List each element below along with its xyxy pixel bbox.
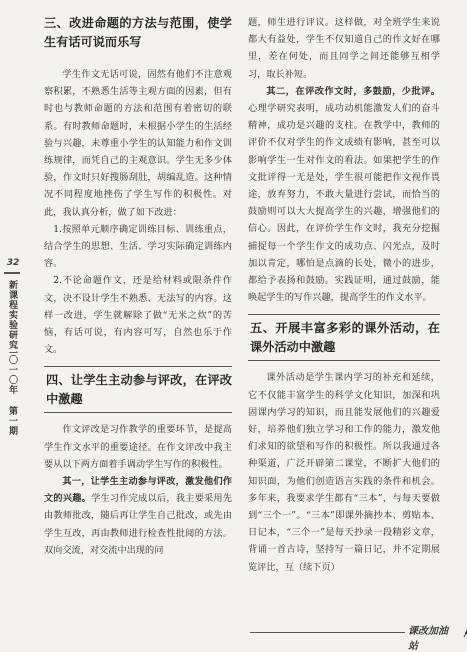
paragraph [44, 473, 232, 559]
paragraph: 作文评改是习作教学的重要环节，是提高学生作文水平的重要途径。在作文评改中我主要从以下两方面着手调动学生写作的积极性。 [44, 424, 232, 470]
paragraph-lead: 其一，让学生主动参与评改，激发他们作文的兴趣。 [44, 476, 232, 505]
right-column [248, 14, 440, 576]
paragraph: 课外活动是学生课内学习的补充和延续，它不仅能丰富学生的科学文化知识，加深和巩固课内学习的知识，而且能发展他们的兴趣爱好，培养他们独立学习和工作的能力，激发他们求知的欲望和写作的积极性。所以我通过各种渠道，广泛开辟第二课堂，不断扩大他们的知识面，为他们创造语言实践的条件和机会。多年来，我要求学生都有“三本”，与每天要做到“三个一”。“三本”即课外摘抄本、剪贴本、日记本，“三个一”是每天抄录一段精彩文章，背诵一首古诗，坚持写一篇日记，并不定期展览评比，互（续下页） [248, 372, 440, 573]
page-number: 32 [6, 258, 20, 268]
section-3-heading: 三、改进命题的方法与范围，使学生有话可说而乐写 [44, 16, 232, 49]
pen-icon [463, 616, 467, 638]
paragraph: 题，师生进行评议。这样做，对全班学生来说都大有益处，学生不仅知道自己的作文好在哪里，差在何处，而且同学之间还能够互相学习，取长补短。 [248, 17, 440, 80]
list-item: 2.不论命题作文，还是给材料或限条件作文，决不设计学生不熟悉、无法写的内容。这样一改进，学生就解除了做“无米之炊”的苦恼，有话可说，有内容可写，自然也乐于作文。 [44, 275, 232, 356]
footer-rule [250, 632, 405, 633]
section-4-heading: 四、让学生主动参与评改，在评改中激趣 [44, 366, 232, 413]
list-item: 1.按照单元顺序确定训练目标、训练重点，结合学生的思想、生活、学习实际确定训练内容。 [44, 223, 232, 270]
paragraph [248, 83, 440, 307]
issue-label: 二〇一〇年 第一期 [7, 345, 17, 436]
paragraph: 学生作文无话可说，固然有他们不注意观察积累，不熟悉生活等主观方面的因素，但有时也与教师命题的方法和范围有着密切的联系。有时教师命题时，未根据小学生的生活经验与兴趣，未尊重小学生的认知能力和作文训练规律，而凭自己的主观意识。学生无多少体验，作文时只好搜肠刮肚，胡编乱造。这种情况不同程度地挫伤了学生写作的积极性。对此，我认真分析，做了如下改进： [44, 69, 232, 218]
paragraph-body: 心理学研究表明，成功动机能激发人们的奋斗精神，成功是兴趣的支柱。在教学中，教师的评价不仅对学生的作文成绩有影响，甚至可以影响学生一生对作文的看法。如果把学生的作文批评得一无是处，学生很可能把作文视作畏途，放弃努力，不敢大量进行尝试，而恰当的鼓励则可以大大提高学生的兴趣，增强他们的信心。因此，在评价学生作文时，我充分挖掘捕捉每一个学生作文的成功点、闪光点，及时加以肯定，哪怕是点滴的长处，微小的进步，都给予表扬和鼓励。实践证明，通过鼓励，能唤起学生的写作兴趣，提高学生的作文水平。 [248, 103, 440, 304]
journal-title: 新课程实验研究 [7, 280, 17, 350]
paragraph-lead: 其二，在评改作文时，多鼓励，少批评。 [266, 85, 440, 97]
section-5-heading: 五、开展丰富多彩的课外活动，在课外活动中激趣 [248, 314, 440, 361]
footer-label: 课改加油站 [408, 626, 448, 652]
page-number-rule [4, 272, 20, 274]
sidebar [0, 0, 26, 650]
left-column [44, 14, 232, 559]
paragraph-body: 学生习作完成以后，我主要采用先由教师批改，随后再让学生自己批改，或先由学生互改，再由教师进行检查性批阅的方法。双向交流，对交流中出现的问 [44, 493, 233, 556]
page-footer [250, 618, 450, 652]
